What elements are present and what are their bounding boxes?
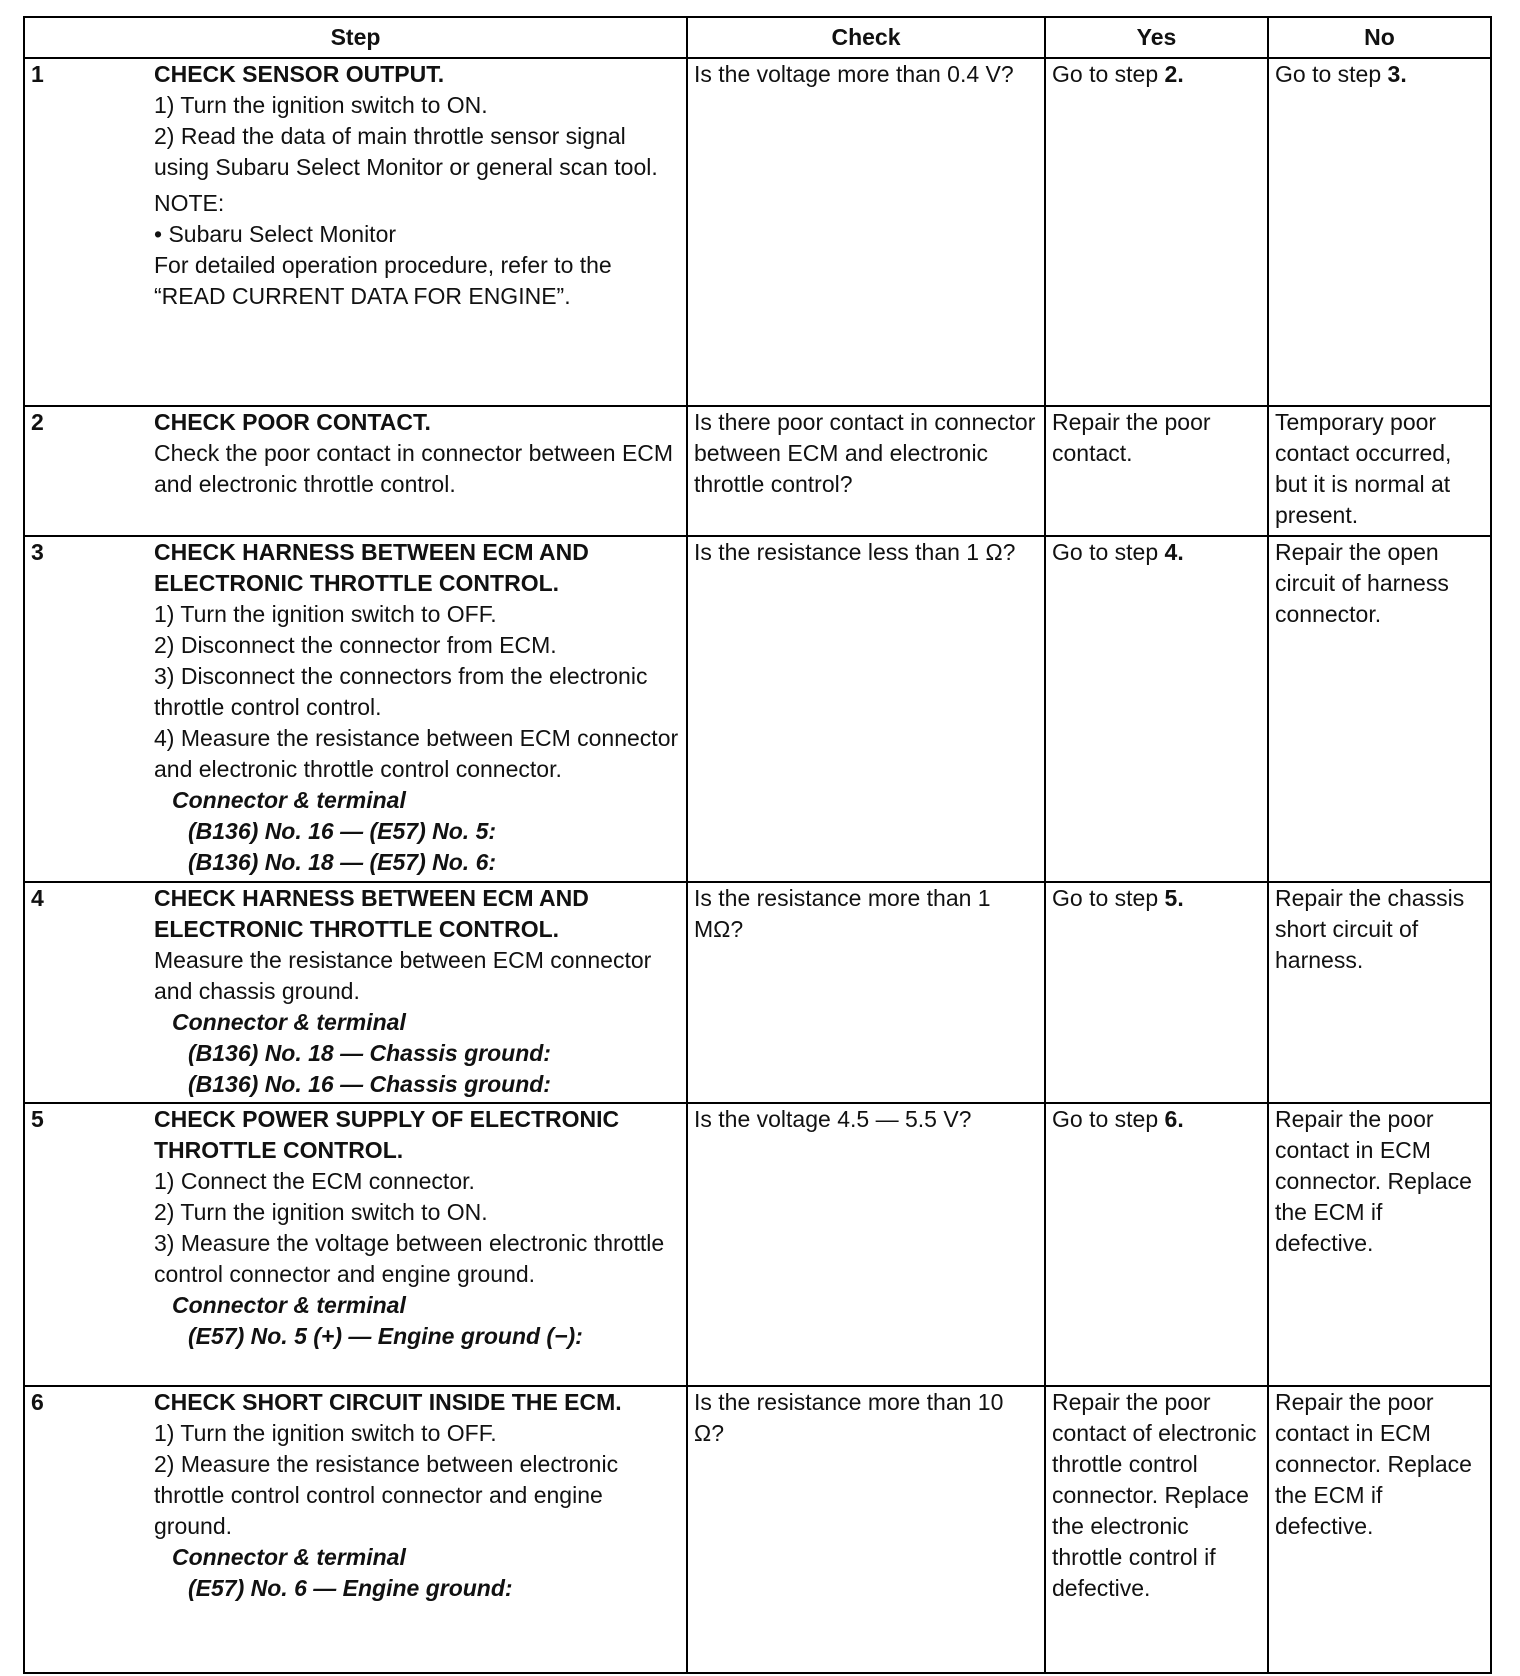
step-title: CHECK SENSOR OUTPUT. [154,61,445,87]
step-instruction: 2) Measure the resistance between electronic throttle control control connector and engine ground. [154,1451,619,1539]
step-description [148,1386,687,1673]
terminal-spec: (E57) No. 5 (+) — Engine ground (−): [188,1323,583,1349]
no-cell: Repair the poor contact in ECM connector. Replace the ECM if defective. [1268,1103,1491,1386]
header-row [24,17,1491,58]
step-instruction: 2) Turn the ignition switch to ON. [154,1199,488,1225]
check-cell: Is the resistance less than 1 Ω? [687,536,1045,882]
step-number: 2 [24,406,148,536]
no-cell: Repair the chassis short circuit of harness. [1268,882,1491,1103]
connector-label: Connector & terminal [172,1009,406,1035]
yes-cell: Go to step 5. [1045,882,1268,1103]
table-row [24,1386,1491,1673]
check-cell: Is the voltage more than 0.4 V? [687,58,1045,406]
no-cell: Go to step 3. [1268,58,1491,406]
header-yes: Yes [1045,17,1268,58]
terminal-spec: (B136) No. 16 — (E57) No. 5: [188,818,497,844]
step-instruction: 3) Disconnect the connectors from the electronic throttle control control. [154,663,648,720]
step-instruction: 1) Turn the ignition switch to ON. [154,92,488,118]
terminal-spec: (B136) No. 18 — (E57) No. 6: [188,849,497,875]
note-label: NOTE: [154,190,225,216]
step-instruction: 4) Measure the resistance between ECM connector and electronic throttle control connector. [154,725,679,782]
step-description [148,1103,687,1386]
yes-cell: Go to step 6. [1045,1103,1268,1386]
header-check: Check [687,17,1045,58]
step-title: CHECK HARNESS BETWEEN ECM AND ELECTRONIC THROTTLE CONTROL. [154,885,589,942]
note-text: For detailed operation procedure, refer to the “READ CURRENT DATA FOR ENGINE”. [154,252,612,309]
diagnostic-table [23,16,1492,1674]
step-description [148,882,687,1103]
step-instruction: 1) Connect the ECM connector. [154,1168,475,1194]
check-cell: Is the resistance more than 1 MΩ? [687,882,1045,1103]
connector-label: Connector & terminal [172,1292,406,1318]
table-row [24,536,1491,882]
yes-cell: Go to step 4. [1045,536,1268,882]
step-description [148,406,687,536]
header-no: No [1268,17,1491,58]
terminal-spec: (E57) No. 6 — Engine ground: [188,1575,513,1601]
note-bullet: • Subaru Select Monitor [154,219,680,250]
terminal-spec: (B136) No. 18 — Chassis ground: [188,1040,551,1066]
step-number: 5 [24,1103,148,1386]
step-number: 6 [24,1386,148,1673]
no-cell: Temporary poor contact occurred, but it is normal at present. [1268,406,1491,536]
step-number: 3 [24,536,148,882]
step-number: 1 [24,58,148,406]
step-instruction: Check the poor contact in connector between ECM and electronic throttle control. [154,440,674,497]
connector-label: Connector & terminal [172,787,406,813]
yes-cell: Repair the poor contact of electronic throttle control connector. Replace the electronic throttle control if defective. [1045,1386,1268,1673]
yes-cell: Repair the poor contact. [1045,406,1268,536]
table-row [24,406,1491,536]
table-row [24,882,1491,1103]
header-step: Step [24,17,687,58]
step-instruction: 3) Measure the voltage between electronic throttle control connector and engine ground. [154,1230,665,1287]
connector-label: Connector & terminal [172,1544,406,1570]
table-row [24,58,1491,406]
no-cell: Repair the open circuit of harness connector. [1268,536,1491,882]
check-cell: Is the resistance more than 10 Ω? [687,1386,1045,1673]
step-instruction: 1) Turn the ignition switch to OFF. [154,601,497,627]
step-instruction: 2) Read the data of main throttle sensor signal using Subaru Select Monitor or general scan tool. [154,123,658,180]
check-cell: Is there poor contact in connector between ECM and electronic throttle control? [687,406,1045,536]
table-row [24,1103,1491,1386]
yes-cell: Go to step 2. [1045,58,1268,406]
step-instruction: 2) Disconnect the connector from ECM. [154,632,557,658]
no-cell: Repair the poor contact in ECM connector. Replace the ECM if defective. [1268,1386,1491,1673]
step-number: 4 [24,882,148,1103]
step-instruction: 1) Turn the ignition switch to OFF. [154,1420,497,1446]
step-title: CHECK HARNESS BETWEEN ECM AND ELECTRONIC THROTTLE CONTROL. [154,539,589,596]
step-description [148,58,687,406]
step-description [148,536,687,882]
step-title: CHECK POWER SUPPLY OF ELECTRONIC THROTTLE CONTROL. [154,1106,620,1163]
check-cell: Is the voltage 4.5 — 5.5 V? [687,1103,1045,1386]
step-title: CHECK POOR CONTACT. [154,409,431,435]
step-title: CHECK SHORT CIRCUIT INSIDE THE ECM. [154,1389,622,1415]
step-instruction: Measure the resistance between ECM connector and chassis ground. [154,947,652,1004]
terminal-spec: (B136) No. 16 — Chassis ground: [188,1071,551,1097]
